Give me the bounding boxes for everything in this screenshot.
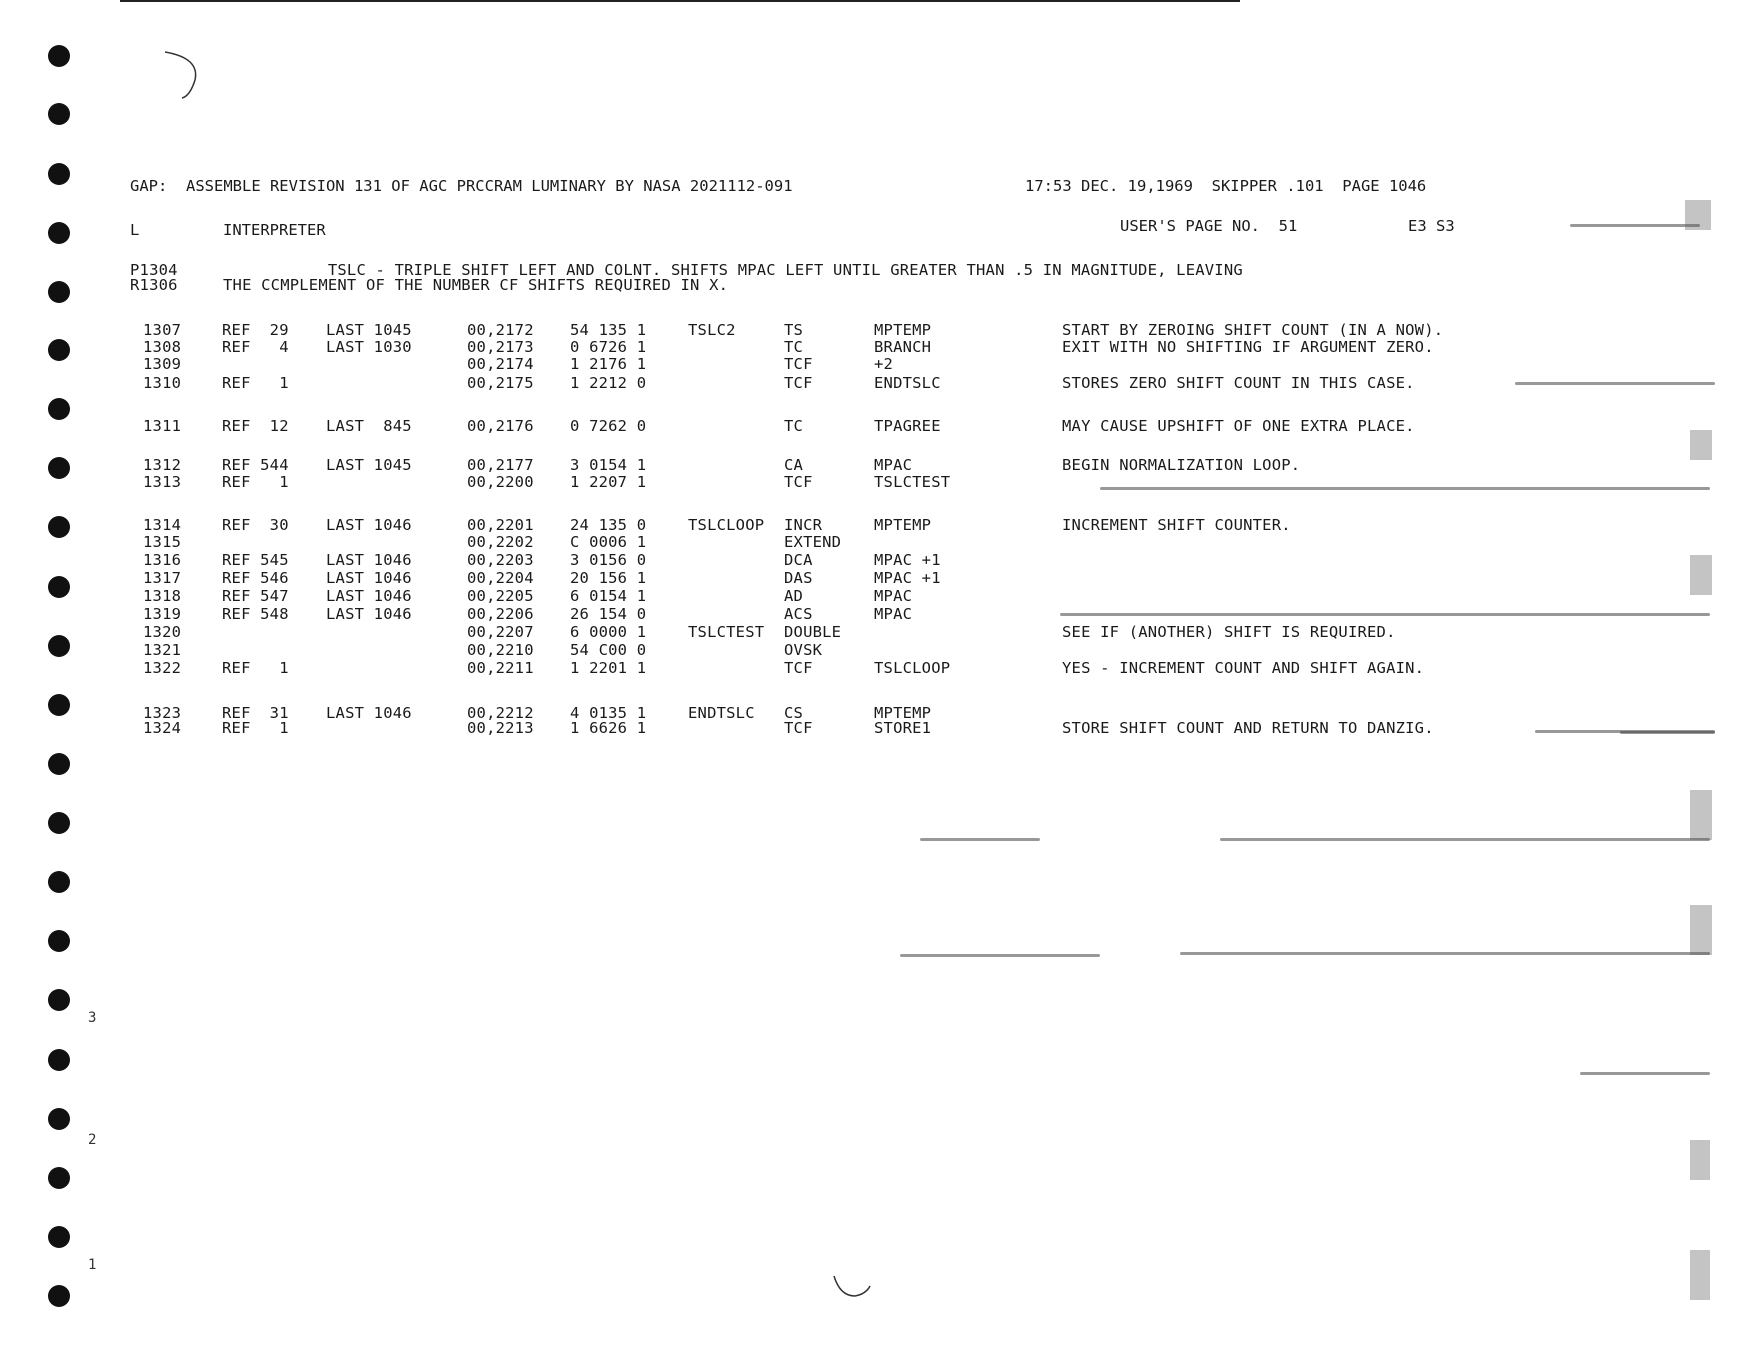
octal-word: 1 2176 1 [570, 355, 647, 373]
opcode: DOUBLE [784, 623, 842, 641]
user-page-number: USER'S PAGE NO. 51 [1120, 217, 1298, 235]
ref-count: REF 1 [222, 719, 289, 737]
listing-row [0, 719, 1740, 737]
opcode: TCF [784, 719, 813, 737]
comment: START BY ZEROING SHIFT COUNT (IN A NOW). [1062, 321, 1444, 339]
listing-line-number: 1307 [143, 321, 182, 339]
scan-blot [1685, 200, 1711, 230]
listing-row [0, 641, 1740, 659]
listing-row [0, 338, 1740, 356]
scan-blot [1690, 905, 1712, 955]
opcode: TS [784, 321, 804, 339]
octal-word: 4 0135 1 [570, 704, 647, 722]
listing-line-number: 1310 [143, 374, 182, 392]
operand: TSLCLOOP [874, 659, 951, 677]
margin-mark: 2 [88, 1132, 97, 1148]
octal-word: 1 6626 1 [570, 719, 647, 737]
opcode: TCF [784, 355, 813, 373]
listing-row [0, 374, 1740, 392]
opcode: TCF [784, 374, 813, 392]
listing-line-number: 1319 [143, 605, 182, 623]
label: TSLC2 [688, 321, 736, 339]
ref-count: REF 544 [222, 456, 289, 474]
last-ref: LAST 1045 [326, 456, 412, 474]
operand: MPTEMP [874, 321, 932, 339]
address: 00,2175 [467, 374, 534, 392]
address: 00,2206 [467, 605, 534, 623]
label: TSLCTEST [688, 623, 765, 641]
address: 00,2200 [467, 473, 534, 491]
feed-hole [48, 812, 70, 834]
last-ref: LAST 1046 [326, 704, 412, 722]
operand: MPTEMP [874, 516, 932, 534]
address: 00,2203 [467, 551, 534, 569]
comment: BEGIN NORMALIZATION LOOP. [1062, 456, 1301, 474]
feed-hole [48, 163, 70, 185]
scan-smudge [900, 954, 1100, 957]
ref-count: REF 545 [222, 551, 289, 569]
comment: EXIT WITH NO SHIFTING IF ARGUMENT ZERO. [1062, 338, 1434, 356]
listing-row [0, 321, 1740, 339]
remark-number: P1304 [130, 261, 178, 279]
listing-line-number: 1315 [143, 533, 182, 551]
listing-row [0, 417, 1740, 435]
listing-row [0, 659, 1740, 677]
paper-mark [830, 1272, 880, 1302]
listing-row [0, 587, 1740, 605]
last-ref: LAST 1045 [326, 321, 412, 339]
address: 00,2207 [467, 623, 534, 641]
feed-hole [48, 871, 70, 893]
listing-row [0, 473, 1740, 491]
column-indicator: L [130, 221, 140, 239]
listing-row [0, 623, 1740, 641]
opcode: AD [784, 587, 804, 605]
octal-word: 20 156 1 [570, 569, 647, 587]
ref-count: REF 547 [222, 587, 289, 605]
address: 00,2212 [467, 704, 534, 722]
ref-count: REF 4 [222, 338, 289, 356]
comment: STORES ZERO SHIFT COUNT IN THIS CASE. [1062, 374, 1415, 392]
opcode: OVSK [784, 641, 823, 659]
listing-row [0, 355, 1740, 373]
paper-mark [160, 48, 210, 103]
listing-line-number: 1322 [143, 659, 182, 677]
remark-text: TSLC - TRIPLE SHIFT LEFT AND COLNT. SHIFTS MPAC LEFT UNTIL GREATER THAN .5 IN MAGNITUDE, LEAVING [223, 261, 1243, 279]
octal-word: 3 0154 1 [570, 456, 647, 474]
label: ENDTSLC [688, 704, 755, 722]
ref-count: REF 1 [222, 374, 289, 392]
feed-hole [48, 1049, 70, 1071]
last-ref: LAST 1046 [326, 587, 412, 605]
octal-word: 1 2207 1 [570, 473, 647, 491]
ref-count: REF 31 [222, 704, 289, 722]
opcode: TC [784, 338, 804, 356]
address: 00,2174 [467, 355, 534, 373]
octal-word: 0 6726 1 [570, 338, 647, 356]
opcode: DCA [784, 551, 813, 569]
operand: MPTEMP [874, 704, 932, 722]
remark-text: THE CCMPLEMENT OF THE NUMBER CF SHIFTS REQUIRED IN X. [223, 276, 729, 294]
listing-line-number: 1314 [143, 516, 182, 534]
operand: TSLCTEST [874, 473, 951, 491]
operand: TPAGREE [874, 417, 941, 435]
octal-word: 54 C00 0 [570, 641, 647, 659]
scan-blot [1690, 790, 1712, 840]
feed-hole [48, 103, 70, 125]
listing-line-number: 1324 [143, 719, 182, 737]
comment: STORE SHIFT COUNT AND RETURN TO DANZIG. [1062, 719, 1434, 737]
listing-row [0, 605, 1740, 623]
ref-count: REF 548 [222, 605, 289, 623]
listing-line-number: 1321 [143, 641, 182, 659]
comment: YES - INCREMENT COUNT AND SHIFT AGAIN. [1062, 659, 1425, 677]
octal-word: 54 135 1 [570, 321, 647, 339]
feed-hole [48, 45, 70, 67]
listing-line-number: 1311 [143, 417, 182, 435]
opcode: INCR [784, 516, 823, 534]
listing-line-number: 1323 [143, 704, 182, 722]
operand: ENDTSLC [874, 374, 941, 392]
scan-blot [1690, 1140, 1710, 1180]
operand: MPAC [874, 587, 913, 605]
operand: STORE1 [874, 719, 932, 737]
address: 00,2176 [467, 417, 534, 435]
listing-line-number: 1317 [143, 569, 182, 587]
listing-line-number: 1312 [143, 456, 182, 474]
section-title: INTERPRETER [223, 221, 326, 239]
octal-word: 0 7262 0 [570, 417, 647, 435]
margin-mark: 3 [88, 1010, 97, 1026]
octal-word: 6 0154 1 [570, 587, 647, 605]
last-ref: LAST 845 [326, 417, 412, 435]
operand: +2 [874, 355, 894, 373]
label: TSLCLOOP [688, 516, 765, 534]
octal-word: 3 0156 0 [570, 551, 647, 569]
listing-header: GAP: ASSEMBLE REVISION 131 OF AGC PRCCRAM LUMINARY BY NASA 2021112-091 [130, 177, 793, 195]
octal-word: 1 2212 0 [570, 374, 647, 392]
ref-count: REF 1 [222, 659, 289, 677]
listing-row [0, 569, 1740, 587]
octal-word: 6 0000 1 [570, 623, 647, 641]
address: 00,2213 [467, 719, 534, 737]
bank-code: E3 S3 [1408, 217, 1455, 235]
address: 00,2204 [467, 569, 534, 587]
listing-header-date: 17:53 DEC. 19,1969 SKIPPER .101 PAGE 1046 [1025, 177, 1427, 195]
opcode: TCF [784, 659, 813, 677]
comment: INCREMENT SHIFT COUNTER. [1062, 516, 1291, 534]
operand: MPAC [874, 605, 913, 623]
address: 00,2202 [467, 533, 534, 551]
comment: SEE IF (ANOTHER) SHIFT IS REQUIRED. [1062, 623, 1396, 641]
comment: MAY CAUSE UPSHIFT OF ONE EXTRA PLACE. [1062, 417, 1415, 435]
ref-count: REF 30 [222, 516, 289, 534]
last-ref: LAST 1046 [326, 551, 412, 569]
listing-line-number: 1308 [143, 338, 182, 356]
remark-number: R1306 [130, 276, 178, 294]
address: 00,2210 [467, 641, 534, 659]
operand: MPAC +1 [874, 551, 941, 569]
listing-line-number: 1309 [143, 355, 182, 373]
last-ref: LAST 1046 [326, 605, 412, 623]
ref-count: REF 29 [222, 321, 289, 339]
listing-row [0, 533, 1740, 551]
address: 00,2205 [467, 587, 534, 605]
listing-line-number: 1318 [143, 587, 182, 605]
address: 00,2172 [467, 321, 534, 339]
listing-line-number: 1320 [143, 623, 182, 641]
listing-line-number: 1316 [143, 551, 182, 569]
scan-smudge [1580, 1072, 1710, 1075]
address: 00,2201 [467, 516, 534, 534]
opcode: EXTEND [784, 533, 842, 551]
scan-blot [1690, 1250, 1710, 1300]
scan-smudge [1180, 952, 1710, 955]
feed-hole [48, 1108, 70, 1130]
address: 00,2177 [467, 456, 534, 474]
feed-hole [48, 1167, 70, 1189]
scan-smudge [920, 838, 1040, 841]
listing-row [0, 551, 1740, 569]
octal-word: 26 154 0 [570, 605, 647, 623]
feed-hole [48, 753, 70, 775]
opcode: CS [784, 704, 804, 722]
opcode: TC [784, 417, 804, 435]
opcode: CA [784, 456, 804, 474]
last-ref: LAST 1030 [326, 338, 412, 356]
octal-word: 1 2201 1 [570, 659, 647, 677]
feed-hole [48, 930, 70, 952]
last-ref: LAST 1046 [326, 516, 412, 534]
ref-count: REF 1 [222, 473, 289, 491]
operand: MPAC [874, 456, 913, 474]
octal-word: C 0006 1 [570, 533, 647, 551]
feed-hole [48, 1285, 70, 1307]
remark-line [0, 276, 1740, 294]
top-rule [120, 0, 1240, 2]
scan-smudge [1570, 224, 1700, 227]
feed-hole [48, 989, 70, 1011]
operand: BRANCH [874, 338, 932, 356]
octal-word: 24 135 0 [570, 516, 647, 534]
operand: MPAC +1 [874, 569, 941, 587]
ref-count: REF 546 [222, 569, 289, 587]
opcode: TCF [784, 473, 813, 491]
ref-count: REF 12 [222, 417, 289, 435]
listing-line-number: 1313 [143, 473, 182, 491]
scan-smudge [1220, 838, 1710, 841]
address: 00,2211 [467, 659, 534, 677]
feed-hole [48, 1226, 70, 1248]
opcode: ACS [784, 605, 813, 623]
opcode: DAS [784, 569, 813, 587]
address: 00,2173 [467, 338, 534, 356]
listing-row [0, 516, 1740, 534]
listing-row [0, 456, 1740, 474]
last-ref: LAST 1046 [326, 569, 412, 587]
feed-hole [48, 222, 70, 244]
margin-mark: 1 [88, 1257, 97, 1273]
